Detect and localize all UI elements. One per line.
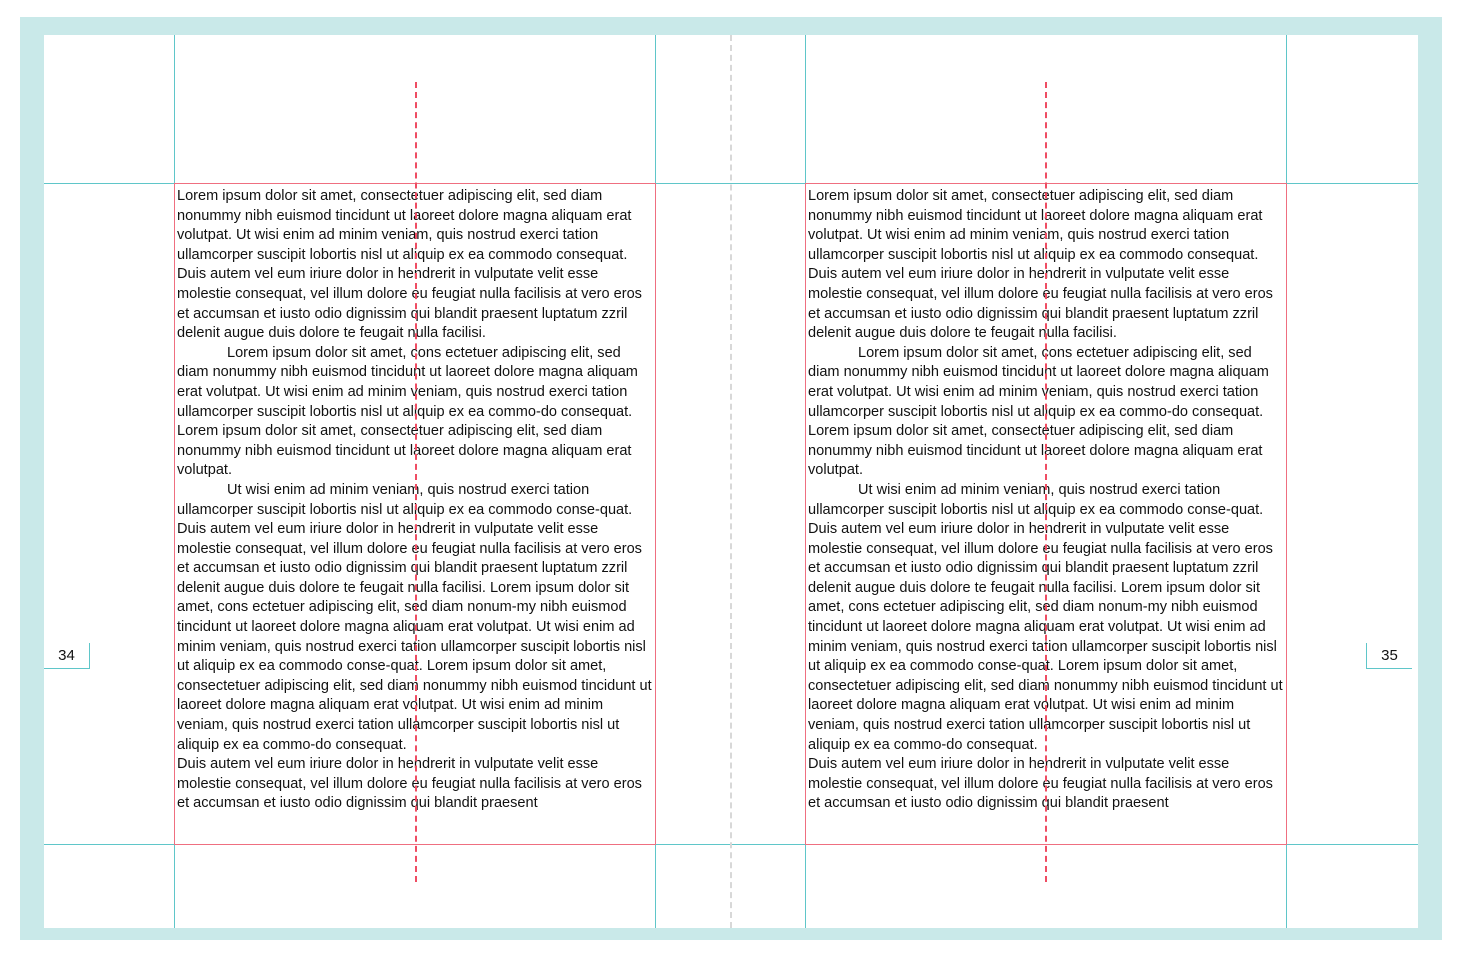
paragraph: Lorem ipsum dolor sit amet, consectetuer adipiscing elit, sed diam nonummy nibh euismod tincidunt ut laoreet dolore magna aliquam erat volutpat. Ut wisi enim ad minim veniam, quis nostrud exerci tation ullamcorper suscipit lobortis nisl ut aliquip ex ea commodo consequat. Duis autem vel eum iriure dolor in hendrerit in vulputate velit esse molestie consequat, vel illum dolore eu feugiat nulla facilisis at vero eros et accumsan et iusto odio dignissim qui blandit praesent luptatum zzril delenit augue duis dolore te feugait nulla facilisi. bbox=[808, 188, 1273, 342]
page-number-right: 35 bbox=[1366, 643, 1412, 669]
spine-guide bbox=[730, 35, 732, 928]
paragraph: Lorem ipsum dolor sit amet, cons ectetuer adipiscing elit, sed diam nonummy nibh euismod tincidunt ut laoreet dolore magna aliquam erat volutpat. Ut wisi enim ad minim veniam, quis nostrud exerci tation ullamcorper suscipit lobortis nisl ut aliquip ex ea commo-do consequat. Lorem ipsum dolor sit amet, consectetuer adipiscing elit, sed diam nonummy nibh euismod tincidunt ut laoreet dolore magna aliquam erat volutpat. bbox=[177, 344, 638, 479]
paragraph: Lorem ipsum dolor sit amet, consectetuer adipiscing elit, sed diam nonummy nibh euismod tincidunt ut laoreet dolore magna aliquam erat volutpat. Ut wisi enim ad minim veniam, quis nostrud exerci tation ullamcorper suscipit lobortis nisl ut aliquip ex ea commodo consequat. Duis autem vel eum iriure dolor in hendrerit in vulputate velit esse molestie consequat, vel illum dolore eu feugiat nulla facilisis at vero eros et accumsan et iusto odio dignissim qui blandit praesent luptatum zzril delenit augue duis dolore te feugait nulla facilisi. bbox=[177, 188, 642, 342]
page-number-left: 34 bbox=[44, 643, 90, 669]
paragraph: Lorem ipsum dolor sit amet, cons ectetuer adipiscing elit, sed diam nonummy nibh euismod tincidunt ut laoreet dolore magna aliquam erat volutpat. Ut wisi enim ad minim veniam, quis nostrud exerci tation ullamcorper suscipit lobortis nisl ut aliquip ex ea commo-do consequat. Lorem ipsum dolor sit amet, consectetuer adipiscing elit, sed diam nonummy nibh euismod tincidunt ut laoreet dolore magna aliquam erat volutpat. bbox=[808, 344, 1269, 479]
column-guide-right bbox=[1045, 82, 1047, 882]
column-guide-left bbox=[415, 82, 417, 882]
paragraph: Duis autem vel eum iriure dolor in hendrerit in vulputate velit esse molestie consequat, vel illum dolore eu feugiat nulla facilisis at vero eros et accumsan et iusto odio dignissim qui blandit praesent bbox=[808, 756, 1273, 812]
paragraph: Ut wisi enim ad minim veniam, quis nostrud exerci tation ullamcorper suscipit lobortis nisl ut aliquip ex ea commodo conse-quat. Duis autem vel eum iriure dolor in hendrerit in vulputate velit esse molestie consequat, vel illum dolore eu feugiat nulla facilisis at vero eros et accumsan et iusto odio dignissim qui blandit praesent luptatum zzril delenit augue duis dolore te feugait nulla facilisi. Lorem ipsum dolor sit amet, cons ectetuer adipiscing elit, sed diam nonum-my nibh euismod tincidunt ut laoreet dolore magna aliquam erat volutpat. Ut wisi enim ad minim veniam, quis nostrud exerci tation ullamcorper suscipit lobortis nisl ut aliquip ex ea commodo conse-quat. Lorem ipsum dolor sit amet, consectetuer adipiscing elit, sed diam nonummy nibh euismod tincidunt ut laoreet dolore magna aliquam erat volutpat. Ut wisi enim ad minim veniam, quis nostrud exerci tation ullamcorper suscipit lobortis nisl ut aliquip ex ea commo-do consequat. bbox=[808, 481, 1283, 753]
paragraph: Ut wisi enim ad minim veniam, quis nostrud exerci tation ullamcorper suscipit lobortis nisl ut aliquip ex ea commodo conse-quat. Duis autem vel eum iriure dolor in hendrerit in vulputate velit esse molestie consequat, vel illum dolore eu feugiat nulla facilisis at vero eros et accumsan et iusto odio dignissim qui blandit praesent luptatum zzril delenit augue duis dolore te feugait nulla facilisi. Lorem ipsum dolor sit amet, cons ectetuer adipiscing elit, sed diam nonum-my nibh euismod tincidunt ut laoreet dolore magna aliquam erat volutpat. Ut wisi enim ad minim veniam, quis nostrud exerci tation ullamcorper suscipit lobortis nisl ut aliquip ex ea commodo conse-quat. Lorem ipsum dolor sit amet, consectetuer adipiscing elit, sed diam nonummy nibh euismod tincidunt ut laoreet dolore magna aliquam erat volutpat. Ut wisi enim ad minim veniam, quis nostrud exerci tation ullamcorper suscipit lobortis nisl ut aliquip ex ea commo-do consequat. bbox=[177, 481, 652, 753]
paragraph: Duis autem vel eum iriure dolor in hendrerit in vulputate velit esse molestie consequat, vel illum dolore eu feugiat nulla facilisis at vero eros et accumsan et iusto odio dignissim qui blandit praesent bbox=[177, 756, 642, 812]
